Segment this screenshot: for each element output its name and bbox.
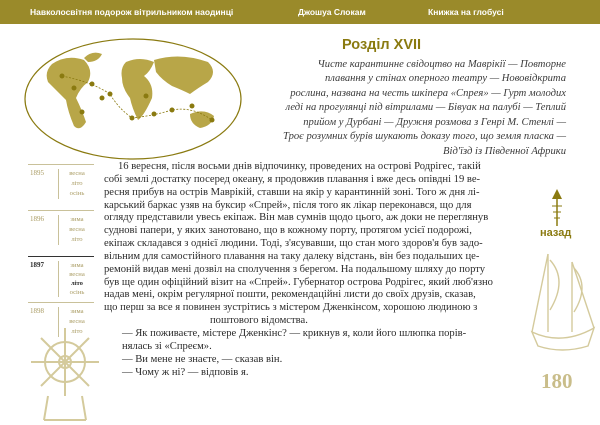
header-bar (0, 0, 600, 24)
season-label: весна (69, 271, 85, 278)
summary-line: рослина, названа на честь шкіпера «Спрея» — Гурт молодих (290, 87, 566, 99)
body-line: карський баркас узяв на буксир «Спрей», після того як лікар переконався, що для (104, 199, 472, 211)
summary-line: Чисте карантинне свідоцтво на Маврікії — Повторне (317, 59, 566, 70)
chapter-summary (236, 58, 566, 159)
world-route-map (22, 36, 244, 162)
body-line: ремоній видав мені дозвіл на сполучення з берегом. На подальшому шляху до порту (104, 263, 486, 275)
year-label: 1897 (30, 261, 44, 269)
ship-wheel-illustration (30, 322, 100, 422)
body-line: огляду представили увесь екіпаж. Він мав сумнів щодо цього, аж доки не переглянув (104, 212, 489, 224)
season-label: весна (69, 226, 85, 233)
year-label: 1895 (30, 169, 44, 177)
timeline (28, 164, 94, 348)
page-number: 180 (541, 369, 573, 393)
chapter-body (104, 161, 524, 379)
back-arrow-icon[interactable] (547, 188, 567, 228)
dialogue-line: — Як поживаєте, містере Дженкінс? — крикнув я, коли його шлюпка порів- (122, 327, 467, 339)
body-line: ресня прибув на острів Маврікій, ставши на якір у карантинній зоні. Того ж дня лі- (104, 186, 480, 198)
season-label: зима (70, 216, 84, 223)
season-label: осінь (69, 190, 85, 197)
body-line: був ще один офіційний візит на «Спрей». Губернатор острова Родрігес, який люб'язно (104, 276, 493, 288)
season-label: осінь (69, 289, 85, 296)
summary-line: плавання у стінах оперного театру — Нововідкрита (325, 73, 566, 85)
dialogue-line: — Ви мене не знаєте, — сказав він. (122, 353, 283, 365)
season-label: зима (70, 308, 84, 315)
season-label: весна (69, 170, 85, 177)
summary-line: Троє розумних бурів шукають доказу того, що земля пласка — (282, 131, 566, 143)
body-line: поштового відомства. (210, 315, 308, 327)
summary-line: леді на прогулянці під вітрилами — Бівуак на палубі — Теплий (285, 102, 566, 114)
dialogue-line: нялась зі «Спреєм». (122, 340, 212, 352)
body-line: собі землі достатку посеред океану, я продовжив плавання і вже десь опівдні 19 ве- (104, 173, 481, 185)
chapter-title: Розділ XVII (342, 37, 422, 53)
year-label: 1898 (30, 307, 44, 315)
book-title: Навколосвітня подорож вітрильником наодинці (30, 7, 234, 17)
season-label: літо (71, 236, 83, 243)
body-line: надав мені, окрім регулярної пошти, рекомендаційні листи до своїх друзів, сказав, (104, 289, 476, 301)
season-label: весна (69, 318, 85, 325)
back-link[interactable]: назад (540, 227, 572, 239)
summary-line: прийом у Дурбані — Дружня розмова з Генрі М. Стенлі — (303, 116, 566, 128)
body-line: вільним для самостійного плавання на таку далеку відстань, він без подальших це- (104, 250, 480, 262)
season-label: літо (71, 180, 83, 187)
body-line: що перш за все я повинен зустрітись з містером Дженкінсом, хорошою людиною з (104, 302, 478, 314)
year-label: 1896 (30, 215, 44, 223)
body-line: екіпаж складався з однієї людини. Тоді, з'ясувавши, що стан мого здоров'я був задо- (104, 238, 483, 250)
author-name: Джошуа Слокам (298, 7, 366, 17)
series-title: Книжка на глобусі (428, 7, 504, 17)
body-line: суднові папери, у яких занотовано, що в кожному порту, протягом усієї подорожі, (104, 225, 472, 237)
timeline-year[interactable] (28, 164, 94, 210)
season-label: літо (71, 328, 83, 335)
season-label: зима (70, 262, 84, 269)
timeline-year-current[interactable] (28, 256, 94, 302)
ship-illustration (528, 250, 596, 360)
season-label-current: літо (71, 280, 83, 287)
timeline-year[interactable] (28, 210, 94, 256)
dialogue-line: — Чому ж ні? — відповів я. (122, 366, 249, 378)
body-line: 16 вересня, після восьми днів відпочинку, проведених на острові Родрігес, такій (118, 161, 481, 172)
summary-line: Від'їзд із Південної Африки (443, 145, 566, 157)
